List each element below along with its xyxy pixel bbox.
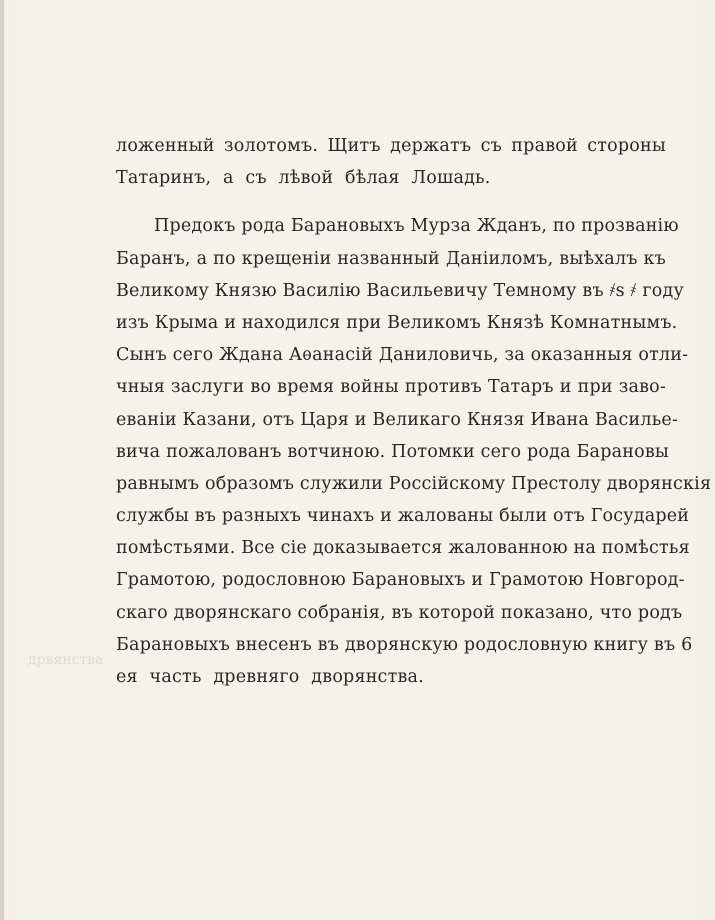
- text-line: Сынъ сего Ждана Аѳанасій Даниловичь, за оказанныя отли-: [116, 345, 689, 366]
- text-line: еваніи Казани, отъ Царя и Великаго Князя Ивана Василье-: [116, 409, 679, 430]
- text-line: вича пожалованъ вотчиною. Потомки сего рода Барановы: [116, 441, 670, 462]
- text-line: скаго дворянскаго собранія, въ которой показано, что родъ: [116, 602, 683, 623]
- text-line: ея часть древняго дворянства.: [116, 667, 424, 687]
- text-line: Великому Князю Василію Васильевичу Темному въ ҂ѕ ҂ году: [116, 280, 684, 301]
- text-line: равнымъ образомъ служили Россійскому Престолу дворянскія: [116, 473, 712, 494]
- paragraph-gap: [116, 194, 676, 210]
- text-line: Грамотою, родословною Барановыхъ и Грамотою Новгород-: [116, 570, 685, 591]
- text-line: изъ Крыма и находился при Великомъ Князѣ Комнатнымъ.: [116, 312, 678, 333]
- text-line: Баранъ, а по крещеніи названный Даніиломъ, выѣхалъ къ: [116, 248, 666, 269]
- text-line: ложенный золотомъ. Щитъ держатъ съ правой стороны: [116, 136, 666, 156]
- paragraph-1: [116, 130, 676, 194]
- text-line: помѣстьями. Все сіе доказывается жалованною на помѣстья: [116, 538, 690, 559]
- bleed-through-text: дрвянства: [28, 652, 104, 668]
- text-line: Татаринъ, а съ лѣвой бѣлая Лошадь.: [116, 168, 491, 189]
- text-line: чныя заслуги во время войны противъ Татаръ и при заво-: [116, 377, 666, 398]
- body-text: [116, 130, 712, 693]
- text-line: службы въ разныхъ чинахъ и жалованы были отъ Государей: [116, 506, 690, 527]
- page-edge-shadow: [0, 0, 4, 920]
- paragraph-2: [116, 210, 712, 693]
- text-line: Предокъ рода Барановыхъ Мурза Жданъ, по прозванію: [154, 216, 679, 237]
- text-line: Барановыхъ внесенъ въ дворянскую родословную книгу въ 6: [116, 634, 693, 655]
